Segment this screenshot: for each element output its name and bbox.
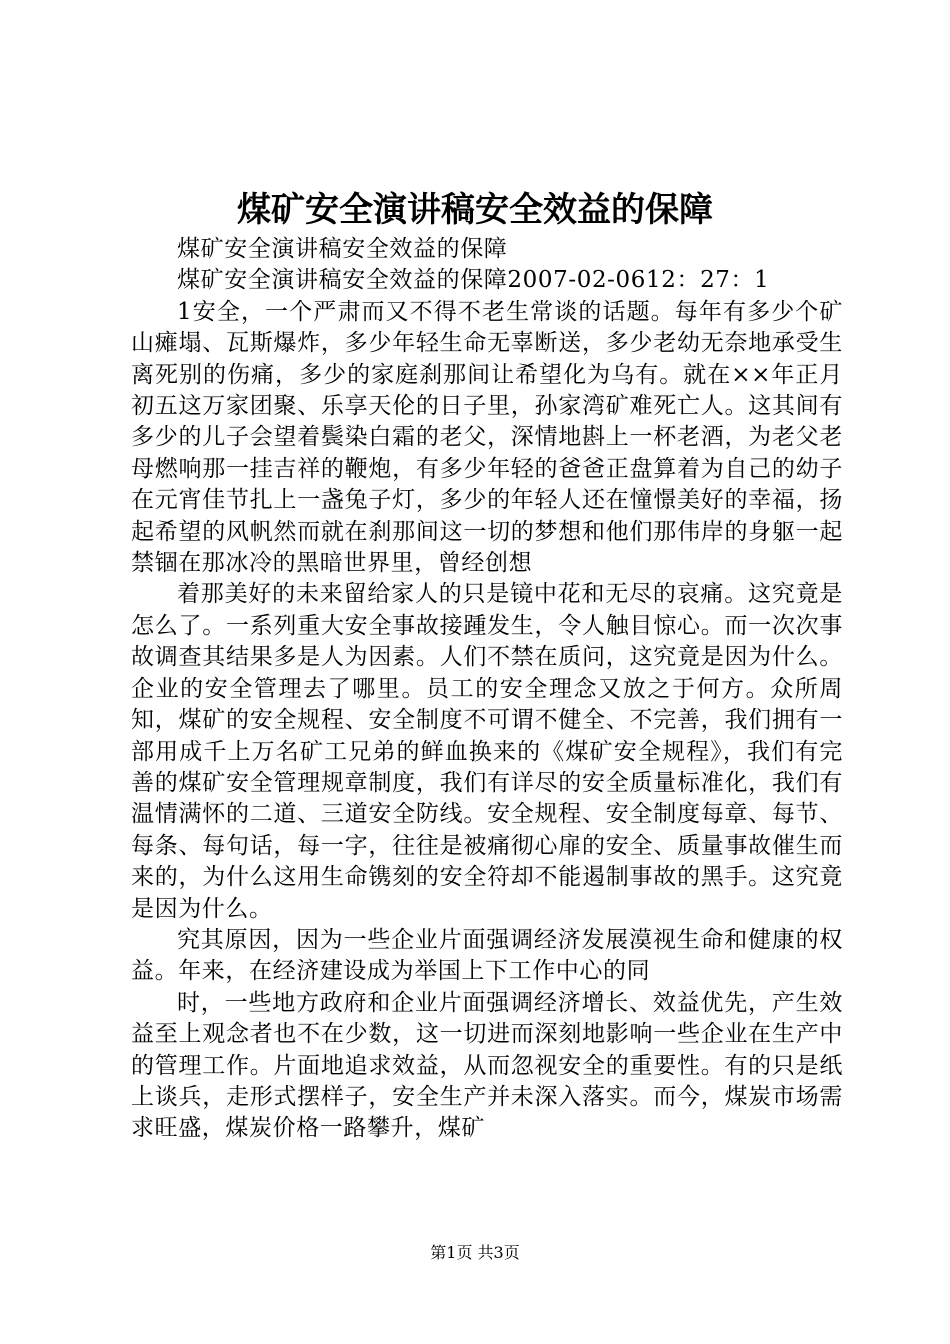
- paragraph-body: 1安全，一个严肃而又不得不老生常谈的话题。每年有多少个矿山瘫塌、瓦斯爆炸，多少年轻生命无辜断送，多少老幼无奈地承受生离死别的伤痛，多少的家庭刹那间让希望化为乌有。就在××年正月初五这万家团聚、乐享天伦的日子里，孙家湾矿难死亡人。这其间有多少的儿子会望着鬓染白霜的老父，深情地斟上一杯老酒，为老父老母燃响那一挂吉祥的鞭炮，有多少年轻的爸爸正盘算着为自己的幼子在元宵佳节扎上一盏兔子灯，多少的年轻人还在憧憬美好的幸福，扬起希望的风帆然而就在刹那间这一切的梦想和他们那伟岸的身躯一起禁锢在那冰冷的黑暗世界里，曾经创想: [131, 298, 843, 577]
- page-number-footer: 第1页 共3页: [430, 1243, 520, 1262]
- document-body: [131, 234, 843, 1145]
- document-title: 煤矿安全演讲稿安全效益的保障: [237, 190, 713, 230]
- paragraph-dateline: 煤矿安全演讲稿安全效益的保障2007-02-0612：27：1: [177, 267, 770, 294]
- paragraph-subtitle: 煤矿安全演讲稿安全效益的保障: [177, 236, 508, 262]
- paragraph-body: 究其原因，因为一些企业片面强调经济发展漠视生命和健康的权益。年来，在经济建设成为举国上下工作中心的同: [131, 926, 843, 985]
- paragraph-body: 着那美好的未来留给家人的只是镜中花和无尽的哀痛。这究竟是怎么了。一系列重大安全事故接踵发生，令人触目惊心。而一次次事故调查其结果多是人为因素。人们不禁在质问，这究竟是因为什么。企业的安全管理去了哪里。员工的安全理念又放之于何方。众所周知，煤矿的安全规程、安全制度不可谓不健全、不完善，我们拥有一部用成千上万名矿工兄弟的鲜血换来的《煤矿安全规程》，我们有完善的煤矿安全管理规章制度，我们有详尽的安全质量标准化，我们有温情满怀的二道、三道安全防线。安全规程、安全制度每章、每节、每条、每句话，每一字，往往是被痛彻心扉的安全、质量事故催生而来的，为什么这用生命镌刻的安全符却不能遏制事故的黑手。这究竟是因为什么。: [131, 581, 843, 922]
- paragraph-body: 时，一些地方政府和企业片面强调经济增长、效益优先，产生效益至上观念者也不在少数，这一切进而深刻地影响一些企业在生产中的管理工作。片面地追求效益，从而忽视安全的重要性。有的只是纸上谈兵，走形式摆样子，安全生产并未深入落实。而今，煤炭市场需求旺盛，煤炭价格一路攀升，煤矿: [131, 989, 843, 1142]
